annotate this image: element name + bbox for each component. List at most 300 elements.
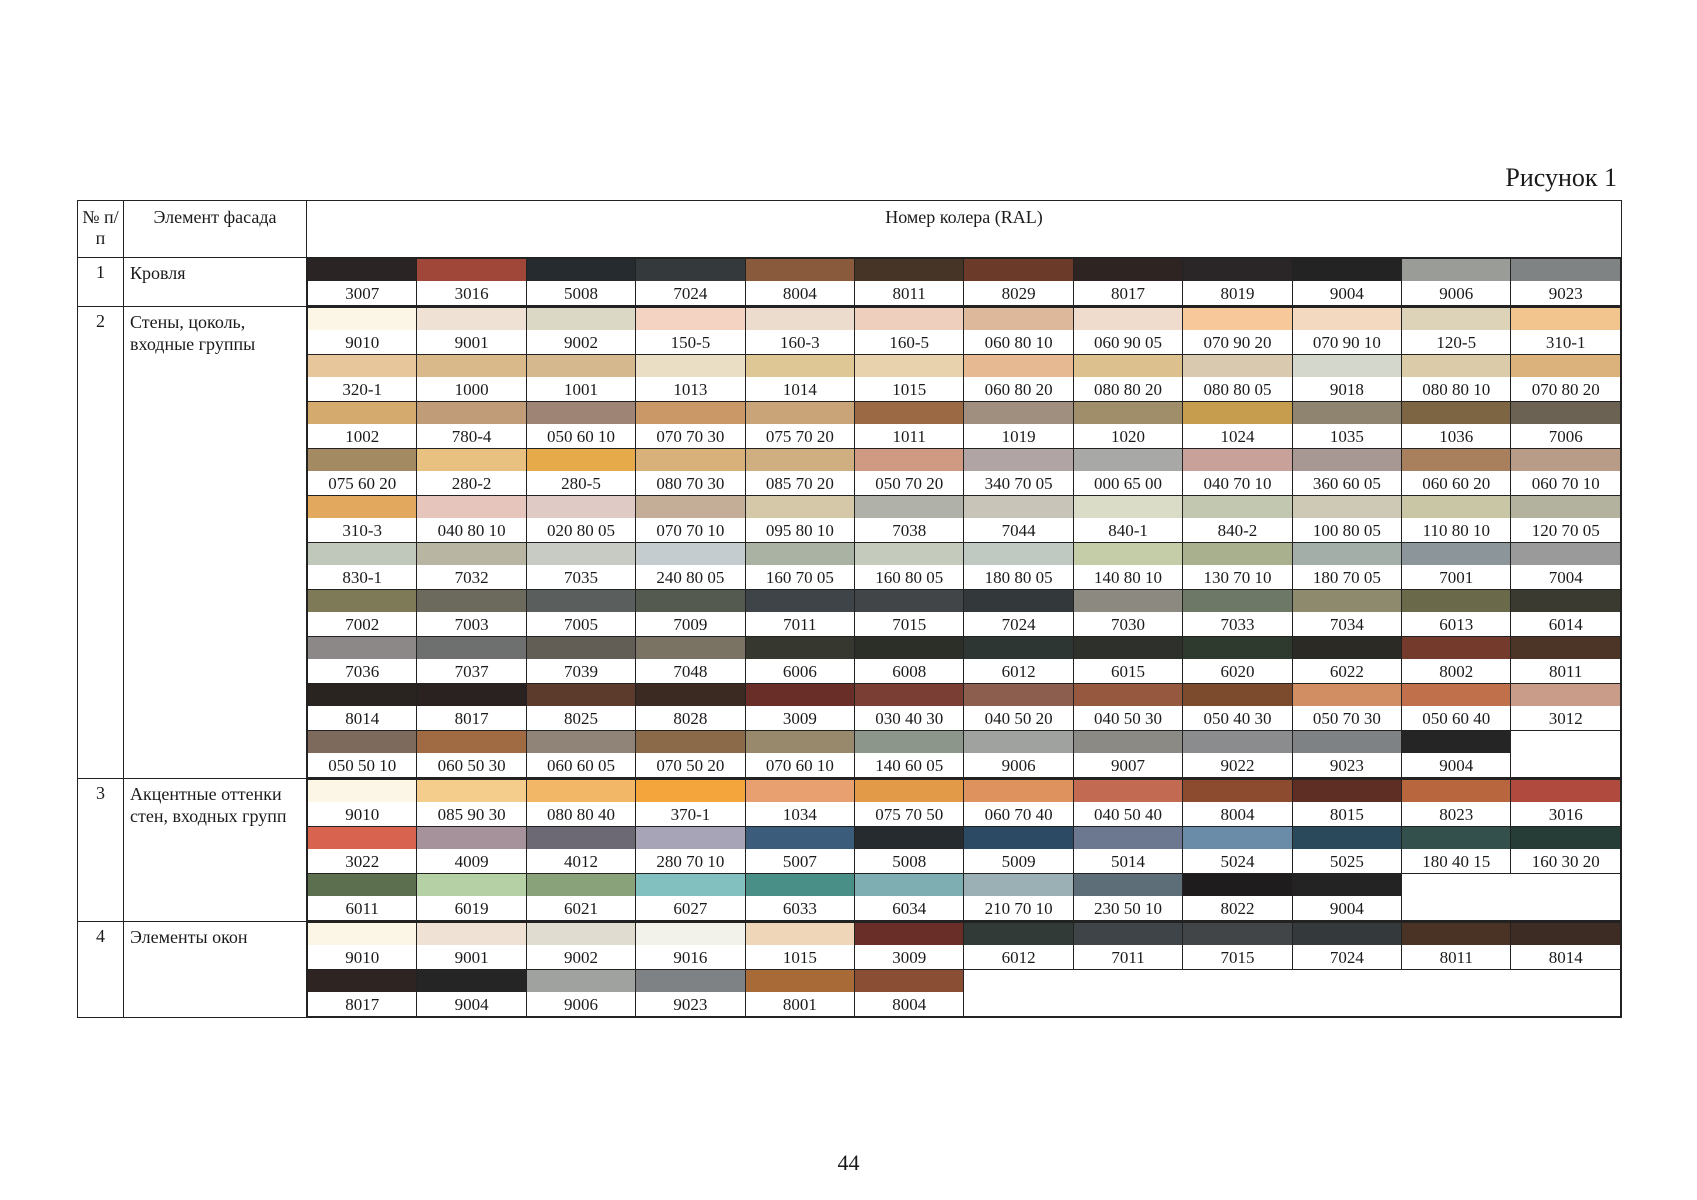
color-swatch <box>1402 780 1510 802</box>
color-swatch <box>308 259 416 281</box>
color-swatch-cell <box>1402 637 1511 684</box>
color-code: 9023 <box>1293 753 1401 777</box>
color-swatch-cell <box>855 923 964 970</box>
color-swatch-cell <box>1511 259 1621 306</box>
color-code: 310-3 <box>308 518 416 542</box>
color-swatch-cell <box>855 355 964 402</box>
color-code: 780-4 <box>417 424 525 448</box>
color-code: 8011 <box>855 281 963 305</box>
color-code: 4009 <box>417 849 525 873</box>
color-code: 3012 <box>1511 706 1620 730</box>
color-swatch-cell <box>855 827 964 874</box>
color-swatch-cell <box>1292 731 1401 778</box>
color-swatch-cell <box>855 543 964 590</box>
color-code: 8022 <box>1183 896 1291 920</box>
color-swatch <box>855 780 963 802</box>
color-swatch-cell <box>1511 449 1621 496</box>
color-swatch <box>527 496 635 518</box>
color-swatch <box>1402 402 1510 424</box>
section-swatches <box>307 779 1622 922</box>
color-swatch-cell <box>1183 496 1292 543</box>
color-code: 370-1 <box>636 802 744 826</box>
color-swatch <box>1293 637 1401 659</box>
color-swatch-cell <box>417 402 526 449</box>
section-row <box>78 922 1622 1018</box>
swatch-row <box>308 402 1621 449</box>
color-code: 1000 <box>417 377 525 401</box>
color-swatch-cell <box>308 449 417 496</box>
color-swatch <box>636 449 744 471</box>
color-swatch-cell <box>1183 402 1292 449</box>
color-swatch <box>746 731 854 753</box>
color-code: 8017 <box>417 706 525 730</box>
color-code: 830-1 <box>308 565 416 589</box>
color-swatch-cell <box>745 308 854 355</box>
color-swatch-cell <box>1183 780 1292 827</box>
color-code: 050 70 20 <box>855 471 963 495</box>
color-swatch-cell <box>636 308 745 355</box>
color-swatch-cell <box>1292 637 1401 684</box>
swatch-row <box>308 684 1621 731</box>
color-swatch <box>1402 684 1510 706</box>
color-swatch-cell <box>1402 923 1511 970</box>
color-swatch <box>1183 731 1291 753</box>
color-swatch <box>746 590 854 612</box>
color-swatch-cell <box>745 259 854 306</box>
color-code: 6020 <box>1183 659 1291 683</box>
color-swatch-cell <box>636 259 745 306</box>
color-code: 8029 <box>964 281 1072 305</box>
color-code: 080 80 20 <box>1074 377 1182 401</box>
color-swatch-cell <box>1511 308 1621 355</box>
color-swatch-cell <box>1073 684 1182 731</box>
color-code: 050 50 10 <box>308 753 416 777</box>
color-code: 320-1 <box>308 377 416 401</box>
color-code: 6011 <box>308 896 416 920</box>
header-row <box>78 201 1622 258</box>
color-code: 8004 <box>855 992 963 1016</box>
color-code: 9010 <box>308 330 416 354</box>
color-swatch-cell <box>1402 827 1511 874</box>
color-swatch <box>1402 731 1510 753</box>
color-code: 7034 <box>1293 612 1401 636</box>
color-swatch-cell <box>417 449 526 496</box>
color-swatch-cell <box>1402 496 1511 543</box>
color-swatch <box>964 259 1072 281</box>
color-code: 9022 <box>1183 753 1291 777</box>
color-swatch <box>1183 543 1291 565</box>
color-swatch-cell <box>636 543 745 590</box>
color-swatch-cell <box>1292 684 1401 731</box>
color-swatch-cell <box>1402 355 1511 402</box>
color-code: 100 80 05 <box>1293 518 1401 542</box>
color-swatch <box>1074 684 1182 706</box>
color-swatch <box>1402 355 1510 377</box>
color-swatch <box>527 684 635 706</box>
color-swatch <box>746 355 854 377</box>
header-colors: Номер колера (RAL) <box>307 201 1622 258</box>
color-code: 3016 <box>417 281 525 305</box>
color-code: 6012 <box>964 945 1072 969</box>
color-swatch <box>746 308 854 330</box>
color-swatch <box>855 259 963 281</box>
color-swatch <box>1293 308 1401 330</box>
color-swatch-cell <box>308 543 417 590</box>
color-code: 8019 <box>1183 281 1291 305</box>
color-swatch-cell <box>417 543 526 590</box>
color-code: 160 30 20 <box>1511 849 1620 873</box>
color-swatch <box>1511 543 1620 565</box>
color-swatch <box>527 308 635 330</box>
color-code: 7006 <box>1511 424 1620 448</box>
color-swatch <box>1293 780 1401 802</box>
color-swatch <box>417 449 525 471</box>
color-swatch-cell <box>1183 874 1292 921</box>
color-swatch <box>417 731 525 753</box>
swatch-grid <box>307 779 1621 921</box>
color-swatch-cell <box>1402 402 1511 449</box>
color-swatch-cell <box>417 780 526 827</box>
color-swatch-cell <box>1511 543 1621 590</box>
color-swatch <box>855 874 963 896</box>
color-code: 085 90 30 <box>417 802 525 826</box>
color-swatch <box>1074 637 1182 659</box>
color-swatch-cell <box>1183 684 1292 731</box>
color-swatch-cell <box>636 923 745 970</box>
color-swatch-cell <box>1292 827 1401 874</box>
color-code: 5024 <box>1183 849 1291 873</box>
color-swatch-cell <box>964 637 1073 684</box>
color-code: 070 70 30 <box>636 424 744 448</box>
color-code: 6022 <box>1293 659 1401 683</box>
color-swatch-cell <box>526 402 635 449</box>
color-swatch <box>417 780 525 802</box>
color-swatch-cell <box>964 731 1073 778</box>
color-swatch <box>417 402 525 424</box>
color-swatch-cell <box>1073 449 1182 496</box>
color-swatch-cell <box>855 970 964 1017</box>
color-swatch-cell <box>1183 449 1292 496</box>
header-element: Элемент фасада <box>124 201 307 258</box>
color-swatch <box>1511 449 1620 471</box>
color-code: 7005 <box>527 612 635 636</box>
color-code: 1013 <box>636 377 744 401</box>
color-swatch-cell <box>417 259 526 306</box>
color-code: 7024 <box>636 281 744 305</box>
color-swatch <box>308 780 416 802</box>
color-swatch-cell <box>745 780 854 827</box>
color-swatch <box>417 590 525 612</box>
section-row <box>78 307 1622 779</box>
color-code: 7004 <box>1511 565 1620 589</box>
color-code: 6021 <box>527 896 635 920</box>
color-code: 8011 <box>1402 945 1510 969</box>
swatch-grid <box>307 258 1621 306</box>
color-swatch <box>636 970 744 992</box>
color-code: 040 50 20 <box>964 706 1072 730</box>
color-code: 3009 <box>746 706 854 730</box>
color-swatch <box>1402 308 1510 330</box>
color-swatch <box>1293 590 1401 612</box>
color-code: 7003 <box>417 612 525 636</box>
color-code: 1020 <box>1074 424 1182 448</box>
color-swatch <box>527 543 635 565</box>
section-number: 1 <box>78 258 124 307</box>
color-swatch <box>308 449 416 471</box>
color-swatch <box>1074 259 1182 281</box>
color-code: 9018 <box>1293 377 1401 401</box>
color-swatch-cell <box>1073 355 1182 402</box>
color-swatch-cell <box>526 970 635 1017</box>
color-swatch <box>1183 449 1291 471</box>
color-swatch <box>746 543 854 565</box>
color-swatch <box>964 402 1072 424</box>
color-swatch-cell <box>964 780 1073 827</box>
color-swatch-cell <box>964 590 1073 637</box>
color-swatch <box>1293 923 1401 945</box>
color-swatch <box>1183 780 1291 802</box>
color-swatch <box>308 590 416 612</box>
color-swatch <box>636 731 744 753</box>
color-code: 7036 <box>308 659 416 683</box>
section-row <box>78 258 1622 307</box>
color-swatch <box>746 684 854 706</box>
color-swatch-cell <box>1511 923 1621 970</box>
color-swatch-cell <box>526 923 635 970</box>
color-code: 9006 <box>1402 281 1510 305</box>
color-code: 060 70 40 <box>964 802 1072 826</box>
color-swatch-cell <box>526 496 635 543</box>
color-swatch <box>1183 923 1291 945</box>
color-swatch <box>1511 308 1620 330</box>
color-swatch <box>746 874 854 896</box>
color-swatch-cell <box>636 970 745 1017</box>
color-swatch <box>964 923 1072 945</box>
color-swatch <box>527 402 635 424</box>
section-name: Акцентные оттенки стен, входных групп <box>124 779 307 922</box>
color-swatch <box>417 496 525 518</box>
color-swatch-cell <box>1292 308 1401 355</box>
color-code: 310-1 <box>1511 330 1620 354</box>
color-code: 8001 <box>746 992 854 1016</box>
color-swatch-cell <box>308 827 417 874</box>
color-swatch-cell <box>1073 496 1182 543</box>
color-swatch-cell <box>308 731 417 778</box>
color-swatch-cell <box>308 496 417 543</box>
color-swatch-cell <box>1292 923 1401 970</box>
color-swatch <box>527 827 635 849</box>
color-swatch-cell <box>526 637 635 684</box>
color-code: 9002 <box>527 945 635 969</box>
color-swatch <box>527 259 635 281</box>
color-code: 8017 <box>308 992 416 1016</box>
color-code: 7048 <box>636 659 744 683</box>
color-swatch <box>527 637 635 659</box>
color-swatch-cell <box>526 543 635 590</box>
color-swatch <box>964 780 1072 802</box>
color-swatch <box>417 259 525 281</box>
color-swatch-cell <box>964 874 1073 921</box>
color-swatch <box>964 731 1072 753</box>
color-swatch <box>417 970 525 992</box>
color-swatch-cell <box>745 684 854 731</box>
swatch-row <box>308 874 1621 921</box>
color-swatch-cell <box>1292 355 1401 402</box>
color-swatch <box>308 684 416 706</box>
color-code: 3007 <box>308 281 416 305</box>
color-swatch-cell <box>745 590 854 637</box>
color-swatch <box>1293 259 1401 281</box>
color-code: 8011 <box>1511 659 1620 683</box>
color-swatch-cell <box>855 731 964 778</box>
color-swatch-cell <box>745 874 854 921</box>
color-code: 5008 <box>527 281 635 305</box>
color-swatch-cell <box>1402 684 1511 731</box>
color-code: 8004 <box>1183 802 1291 826</box>
color-swatch-cell <box>1402 259 1511 306</box>
color-swatch <box>746 496 854 518</box>
section-swatches <box>307 922 1622 1018</box>
color-swatch <box>746 780 854 802</box>
empty-cell <box>1402 874 1621 921</box>
color-swatch <box>1402 923 1510 945</box>
color-swatch-cell <box>1511 684 1621 731</box>
swatch-grid <box>307 922 1621 1017</box>
color-code: 840-2 <box>1183 518 1291 542</box>
color-swatch <box>1511 923 1620 945</box>
color-code: 160 70 05 <box>746 565 854 589</box>
color-swatch-cell <box>526 590 635 637</box>
color-code: 9006 <box>964 753 1072 777</box>
page-number: 44 <box>837 1150 860 1175</box>
color-code: 5014 <box>1074 849 1182 873</box>
color-swatch <box>1074 780 1182 802</box>
color-swatch <box>1074 496 1182 518</box>
swatch-row <box>308 590 1621 637</box>
color-swatch-cell <box>1292 590 1401 637</box>
color-code: 9004 <box>1293 281 1401 305</box>
color-code: 060 50 30 <box>417 753 525 777</box>
color-swatch-cell <box>964 259 1073 306</box>
empty-cell <box>964 970 1621 1017</box>
color-code: 075 70 20 <box>746 424 854 448</box>
color-swatch-cell <box>855 590 964 637</box>
color-code: 160-5 <box>855 330 963 354</box>
color-swatch-cell <box>1292 874 1401 921</box>
color-code: 340 70 05 <box>964 471 1072 495</box>
color-swatch-cell <box>308 402 417 449</box>
color-code: 9010 <box>308 802 416 826</box>
color-swatch <box>417 637 525 659</box>
color-swatch <box>417 874 525 896</box>
color-code: 8014 <box>1511 945 1620 969</box>
swatch-row <box>308 543 1621 590</box>
color-swatch <box>1074 827 1182 849</box>
color-code: 060 80 10 <box>964 330 1072 354</box>
color-swatch-cell <box>636 449 745 496</box>
color-swatch <box>855 449 963 471</box>
color-code: 9002 <box>527 330 635 354</box>
color-code: 7044 <box>964 518 1072 542</box>
color-swatch-cell <box>636 637 745 684</box>
color-swatch <box>746 923 854 945</box>
color-swatch <box>527 923 635 945</box>
color-swatch <box>417 355 525 377</box>
color-swatch <box>1293 827 1401 849</box>
swatch-row <box>308 780 1621 827</box>
color-swatch <box>527 970 635 992</box>
color-swatch <box>636 780 744 802</box>
color-swatch <box>636 308 744 330</box>
color-code: 3016 <box>1511 802 1620 826</box>
color-swatch-cell <box>964 827 1073 874</box>
color-swatch-cell <box>636 731 745 778</box>
color-code: 9001 <box>417 330 525 354</box>
color-code: 075 60 20 <box>308 471 416 495</box>
color-code: 7038 <box>855 518 963 542</box>
color-swatch-cell <box>526 780 635 827</box>
section-name: Кровля <box>124 258 307 307</box>
color-swatch-cell <box>1511 637 1621 684</box>
color-code: 6019 <box>417 896 525 920</box>
color-swatch <box>1074 874 1182 896</box>
color-swatch-cell <box>1402 590 1511 637</box>
color-swatch-cell <box>1402 543 1511 590</box>
color-swatch <box>964 449 1072 471</box>
color-swatch <box>527 874 635 896</box>
color-code: 180 70 05 <box>1293 565 1401 589</box>
color-swatch-cell <box>308 684 417 731</box>
color-swatch-cell <box>417 970 526 1017</box>
section-number: 3 <box>78 779 124 922</box>
color-swatch-cell <box>417 923 526 970</box>
color-swatch-cell <box>745 827 854 874</box>
color-code: 8015 <box>1293 802 1401 826</box>
color-swatch <box>636 496 744 518</box>
color-code: 9023 <box>1511 281 1620 305</box>
color-swatch <box>1402 259 1510 281</box>
color-code: 5009 <box>964 849 1072 873</box>
color-code: 1014 <box>746 377 854 401</box>
color-swatch-cell <box>417 590 526 637</box>
color-swatch <box>636 874 744 896</box>
color-swatch-cell <box>1183 259 1292 306</box>
empty-cell <box>1511 731 1621 778</box>
color-swatch-cell <box>1183 590 1292 637</box>
color-swatch <box>527 590 635 612</box>
color-swatch <box>746 259 854 281</box>
color-code: 050 60 10 <box>527 424 635 448</box>
color-code: 050 70 30 <box>1293 706 1401 730</box>
color-swatch <box>1402 496 1510 518</box>
color-swatch <box>1293 449 1401 471</box>
color-swatch-cell <box>1183 543 1292 590</box>
color-code: 1034 <box>746 802 854 826</box>
color-swatch <box>1293 355 1401 377</box>
color-swatch <box>964 827 1072 849</box>
color-code: 9004 <box>1293 896 1401 920</box>
color-code: 8025 <box>527 706 635 730</box>
color-swatch <box>636 543 744 565</box>
color-swatch-cell <box>308 780 417 827</box>
color-swatch <box>527 449 635 471</box>
color-code: 6033 <box>746 896 854 920</box>
color-swatch <box>1402 449 1510 471</box>
color-swatch <box>746 827 854 849</box>
color-code: 9006 <box>527 992 635 1016</box>
color-code: 7030 <box>1074 612 1182 636</box>
color-swatch <box>855 308 963 330</box>
